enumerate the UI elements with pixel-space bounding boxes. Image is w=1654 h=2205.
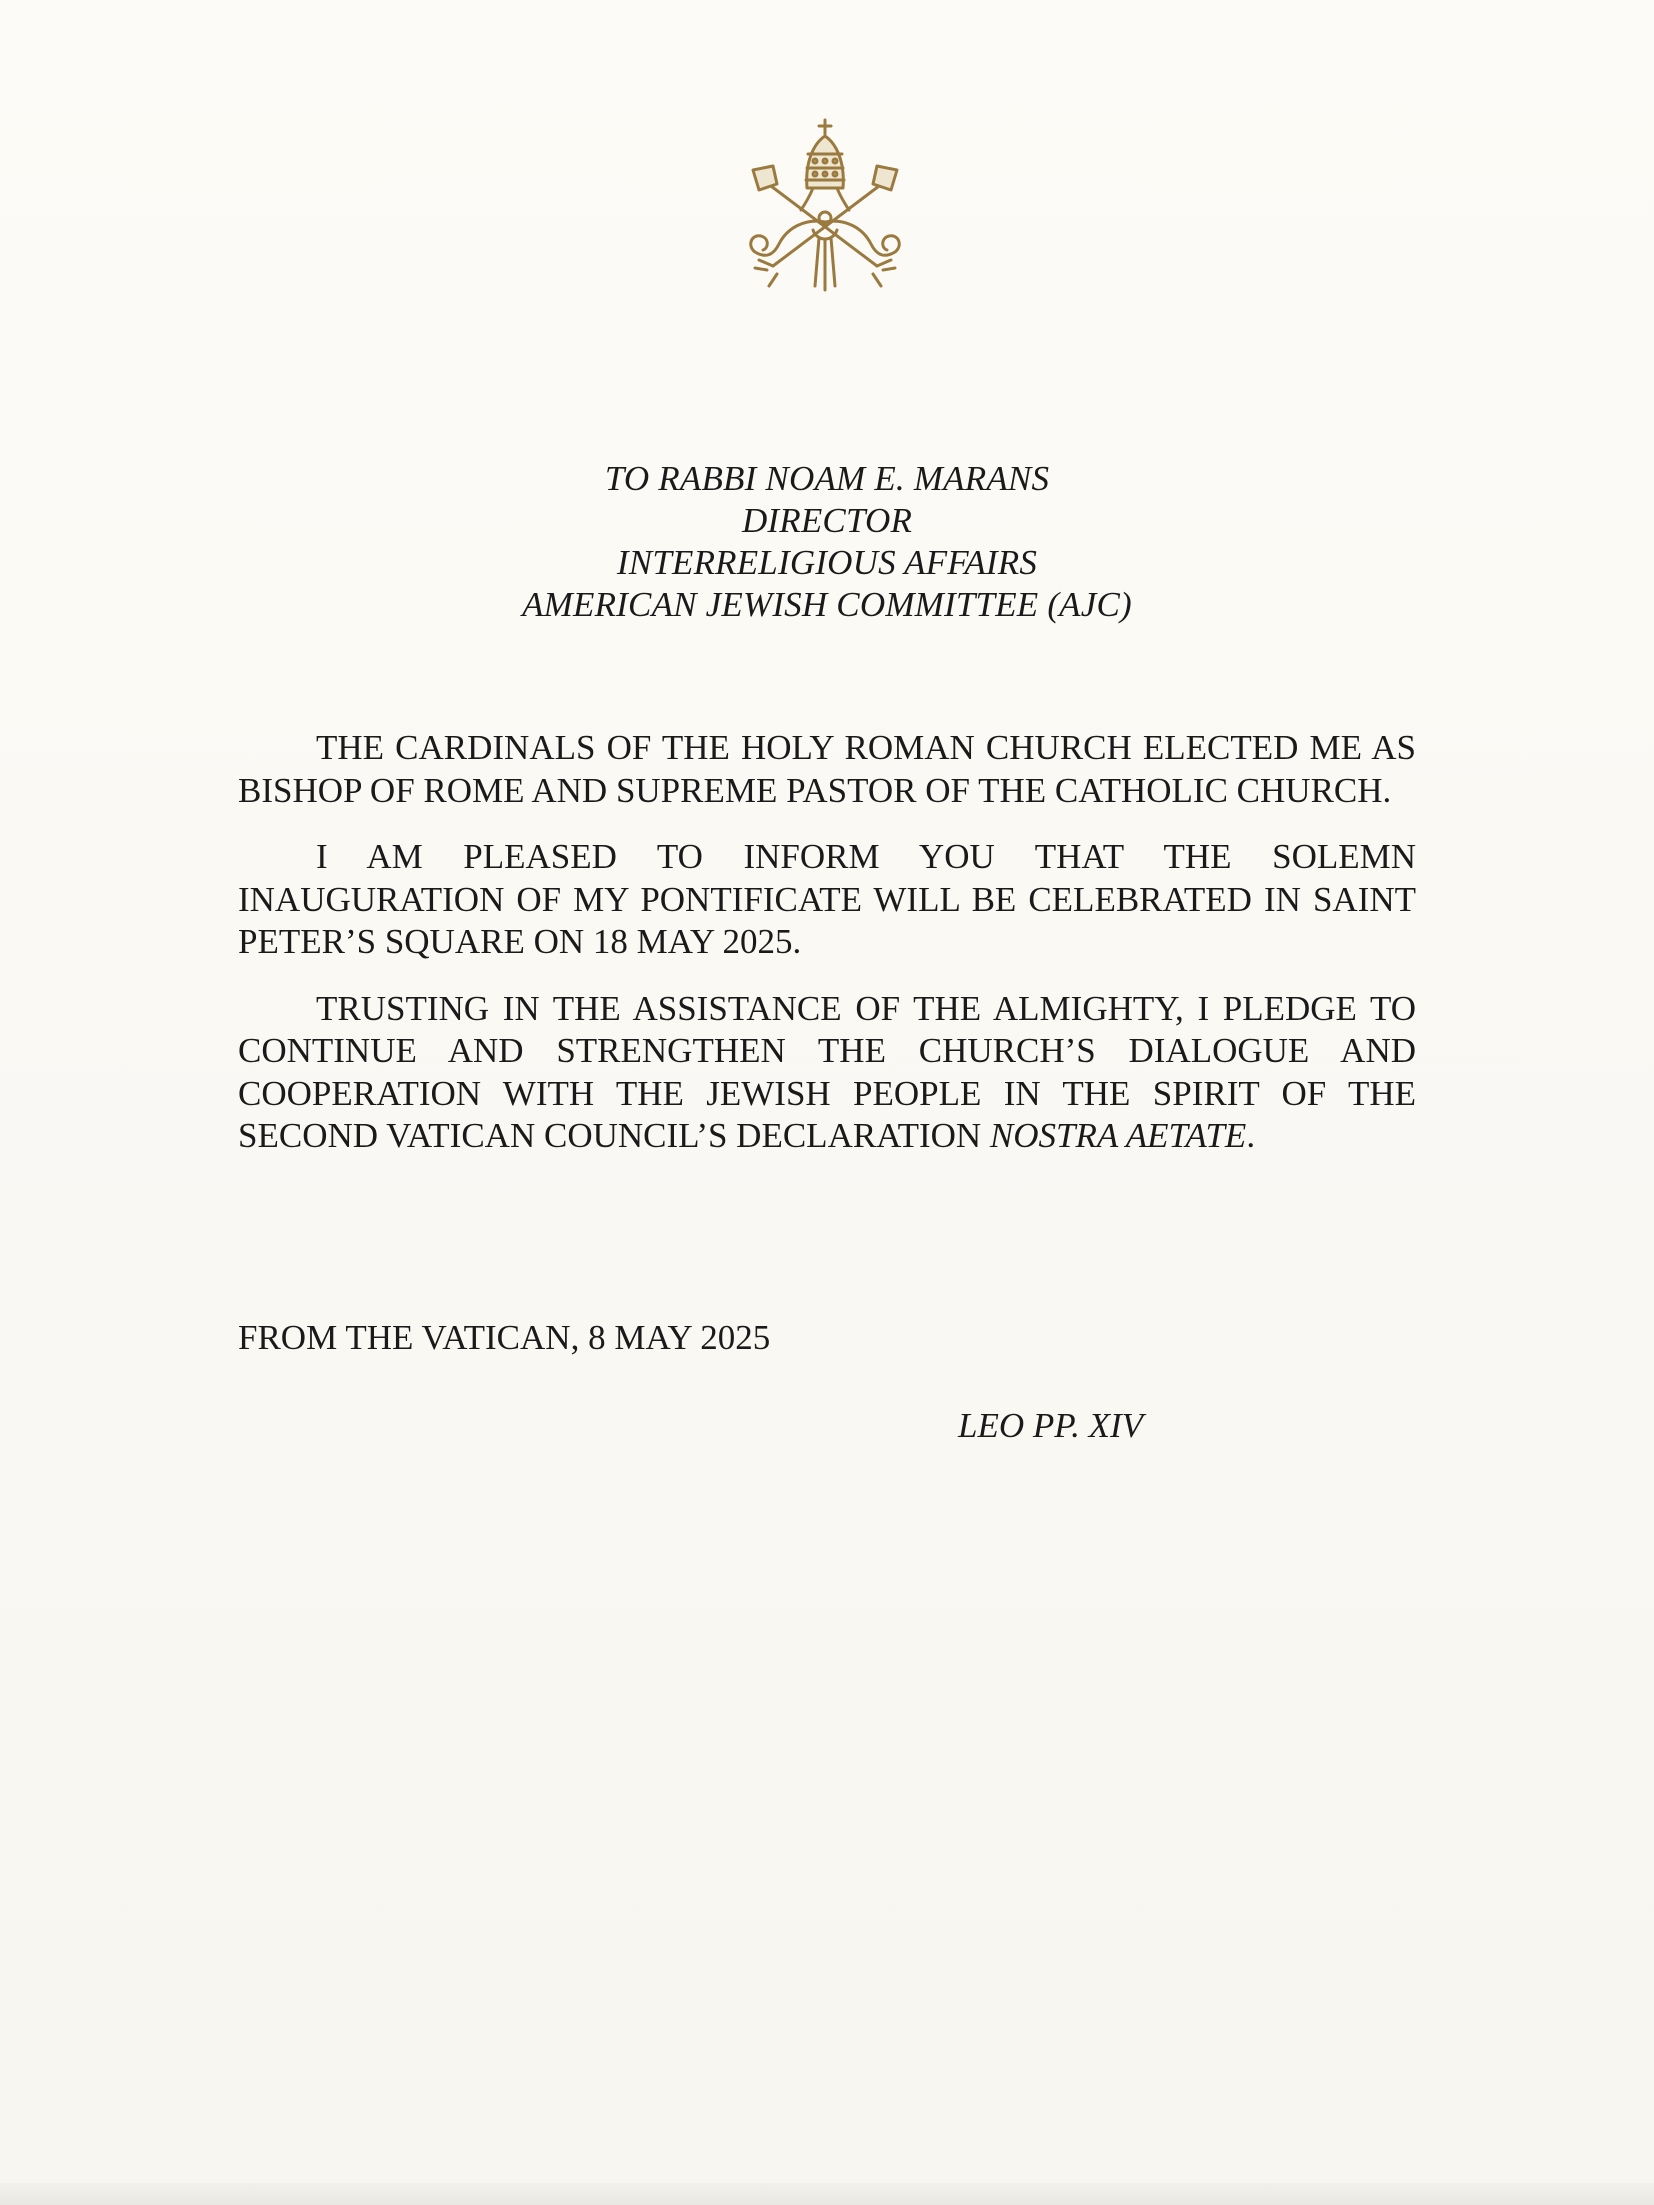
scan-bottom-edge bbox=[0, 2183, 1654, 2205]
letter-body bbox=[238, 727, 1416, 1182]
address-title: DIRECTOR bbox=[741, 501, 913, 540]
address-recipient-name: TO RABBI NOAM E. MARANS bbox=[604, 459, 1050, 498]
body-paragraph-1: THE CARDINALS OF THE HOLY ROMAN CHURCH ELECTED ME AS BISHOP OF ROME AND SUPREME PASTOR OF THE CATHOLIC CHURCH. bbox=[238, 728, 1416, 810]
address-organization: AMERICAN JEWISH COMMITTEE (AJC) bbox=[522, 585, 1132, 624]
body-paragraph-3 bbox=[238, 988, 1416, 1158]
signature: LEO PP. XIV bbox=[958, 1406, 1144, 1445]
body-paragraph-2: I AM PLEASED TO INFORM YOU THAT THE SOLEMN INAUGURATION OF MY PONTIFICATE WILL BE CELEBRATED IN SAINT PETER’S SQUARE ON 18 MAY 2025. bbox=[238, 837, 1416, 961]
dateline: FROM THE VATICAN, 8 MAY 2025 bbox=[238, 1318, 771, 1357]
recipient-address bbox=[327, 458, 1327, 626]
papal-keys-tiara-emblem bbox=[735, 118, 915, 298]
body-paragraph-3-text: TRUSTING IN THE ASSISTANCE OF THE ALMIGHTY, I PLEDGE TO CONTINUE AND STRENGTHEN THE CHURCH’S DIALOGUE AND COOPERATION WITH THE JEWISH PEOPLE IN THE SPIRIT OF THE SECOND VATICAN COUNCIL’S DECLARATION bbox=[238, 988, 1416, 1155]
document-title-italic: NOSTRA AETATE bbox=[989, 1116, 1247, 1155]
address-department: INTERRELIGIOUS AFFAIRS bbox=[616, 543, 1038, 582]
body-paragraph-3-end: . bbox=[1246, 1116, 1256, 1155]
